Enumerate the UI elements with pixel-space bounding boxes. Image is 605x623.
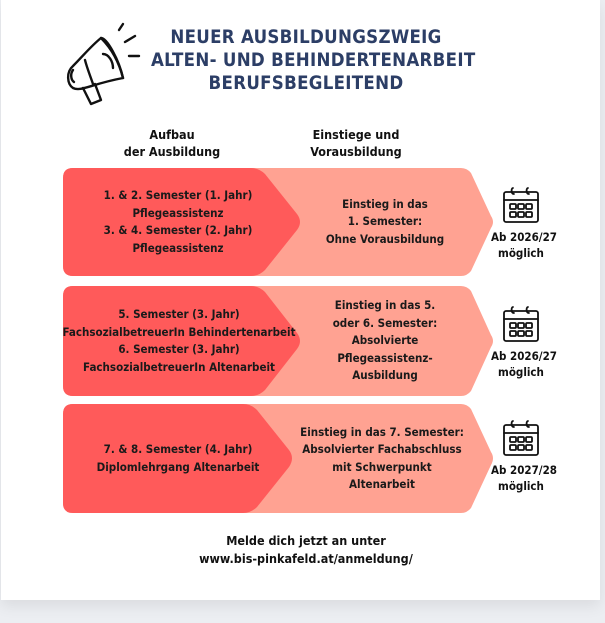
column-header-entry <box>281 126 431 160</box>
entry-line: 1. Semester: <box>347 214 423 229</box>
structure-line: Diplomlehrgang Altenarbeit <box>96 459 260 474</box>
entry-line: Ohne Vorausbildung <box>325 231 445 246</box>
footer-cta: Melde dich jetzt an unter <box>226 533 386 548</box>
structure-text <box>73 168 283 276</box>
structure-text <box>73 404 283 513</box>
structure-line: FachsozialbetreuerIn Behindertenarbeit <box>62 324 296 339</box>
column-header-structure-line-2: der Ausbildung <box>123 144 221 159</box>
registration-footer <box>151 532 461 568</box>
entry-line: Pflegeassistenz- <box>337 350 433 365</box>
availability-row-3 <box>491 419 557 494</box>
entry-text <box>295 168 475 276</box>
structure-line: Pflegeassistenz <box>132 240 224 255</box>
availability-year: Ab 2027/28 <box>491 463 557 477</box>
column-header-entry-line-1: Einstiege und <box>312 127 400 142</box>
entry-line: Absolvierter Fachabschluss <box>302 442 462 456</box>
column-header-structure-line-1: Aufbau <box>149 127 195 142</box>
title-line-1: NEUER AUSBILDUNGSZWEIG <box>170 27 442 48</box>
entry-text <box>289 404 475 513</box>
availability-year: Ab 2026/27 <box>491 349 557 363</box>
title-line-2: ALTEN- UND BEHINDERTENARBEIT <box>151 50 476 71</box>
column-header-entry-line-2: Vorausbildung <box>310 144 402 159</box>
title-line-3: BERUFSBEGLEITEND <box>208 73 404 94</box>
megaphone-icon <box>61 22 151 112</box>
page-title <box>151 26 476 95</box>
program-row-1 <box>63 168 495 276</box>
entry-line: Ausbildung <box>352 368 418 383</box>
calendar-icon <box>501 186 541 224</box>
structure-line: 6. Semester (3. Jahr) <box>118 342 240 356</box>
structure-line: 5. Semester (3. Jahr) <box>118 307 240 321</box>
entry-line: mit Schwerpunkt <box>332 459 432 474</box>
availability-note: möglich <box>498 246 544 260</box>
program-row-3 <box>63 404 495 513</box>
availability-note: möglich <box>498 365 544 379</box>
structure-text <box>63 286 295 396</box>
registration-link[interactable]: www.bis-pinkafeld.at/anmeldung/ <box>199 551 413 566</box>
calendar-icon <box>501 419 541 457</box>
structure-line: 1. & 2. Semester (1. Jahr) <box>103 188 253 202</box>
infographic-card <box>1 0 600 600</box>
structure-line: 3. & 4. Semester (2. Jahr) <box>103 223 253 237</box>
column-header-structure <box>97 126 247 160</box>
availability-year: Ab 2026/27 <box>491 230 557 244</box>
calendar-icon <box>501 305 541 343</box>
program-row-2 <box>63 286 495 396</box>
availability-row-1 <box>491 186 557 261</box>
structure-line: 7. & 8. Semester (4. Jahr) <box>103 442 253 456</box>
structure-line: FachsozialbetreuerIn Altenarbeit <box>83 359 275 374</box>
entry-line: Einstieg in das <box>342 196 428 211</box>
availability-row-2 <box>491 305 557 380</box>
availability-note: möglich <box>498 479 544 493</box>
entry-line: Altenarbeit <box>349 477 415 491</box>
entry-line: Absolvierte <box>351 333 419 348</box>
entry-text <box>295 286 475 396</box>
structure-line: Pflegeassistenz <box>132 205 224 220</box>
entry-line: oder 6. Semester: <box>332 315 438 330</box>
entry-line: Einstieg in das 5. <box>334 298 436 313</box>
entry-line: Einstieg in das 7. Semester: <box>300 424 464 439</box>
